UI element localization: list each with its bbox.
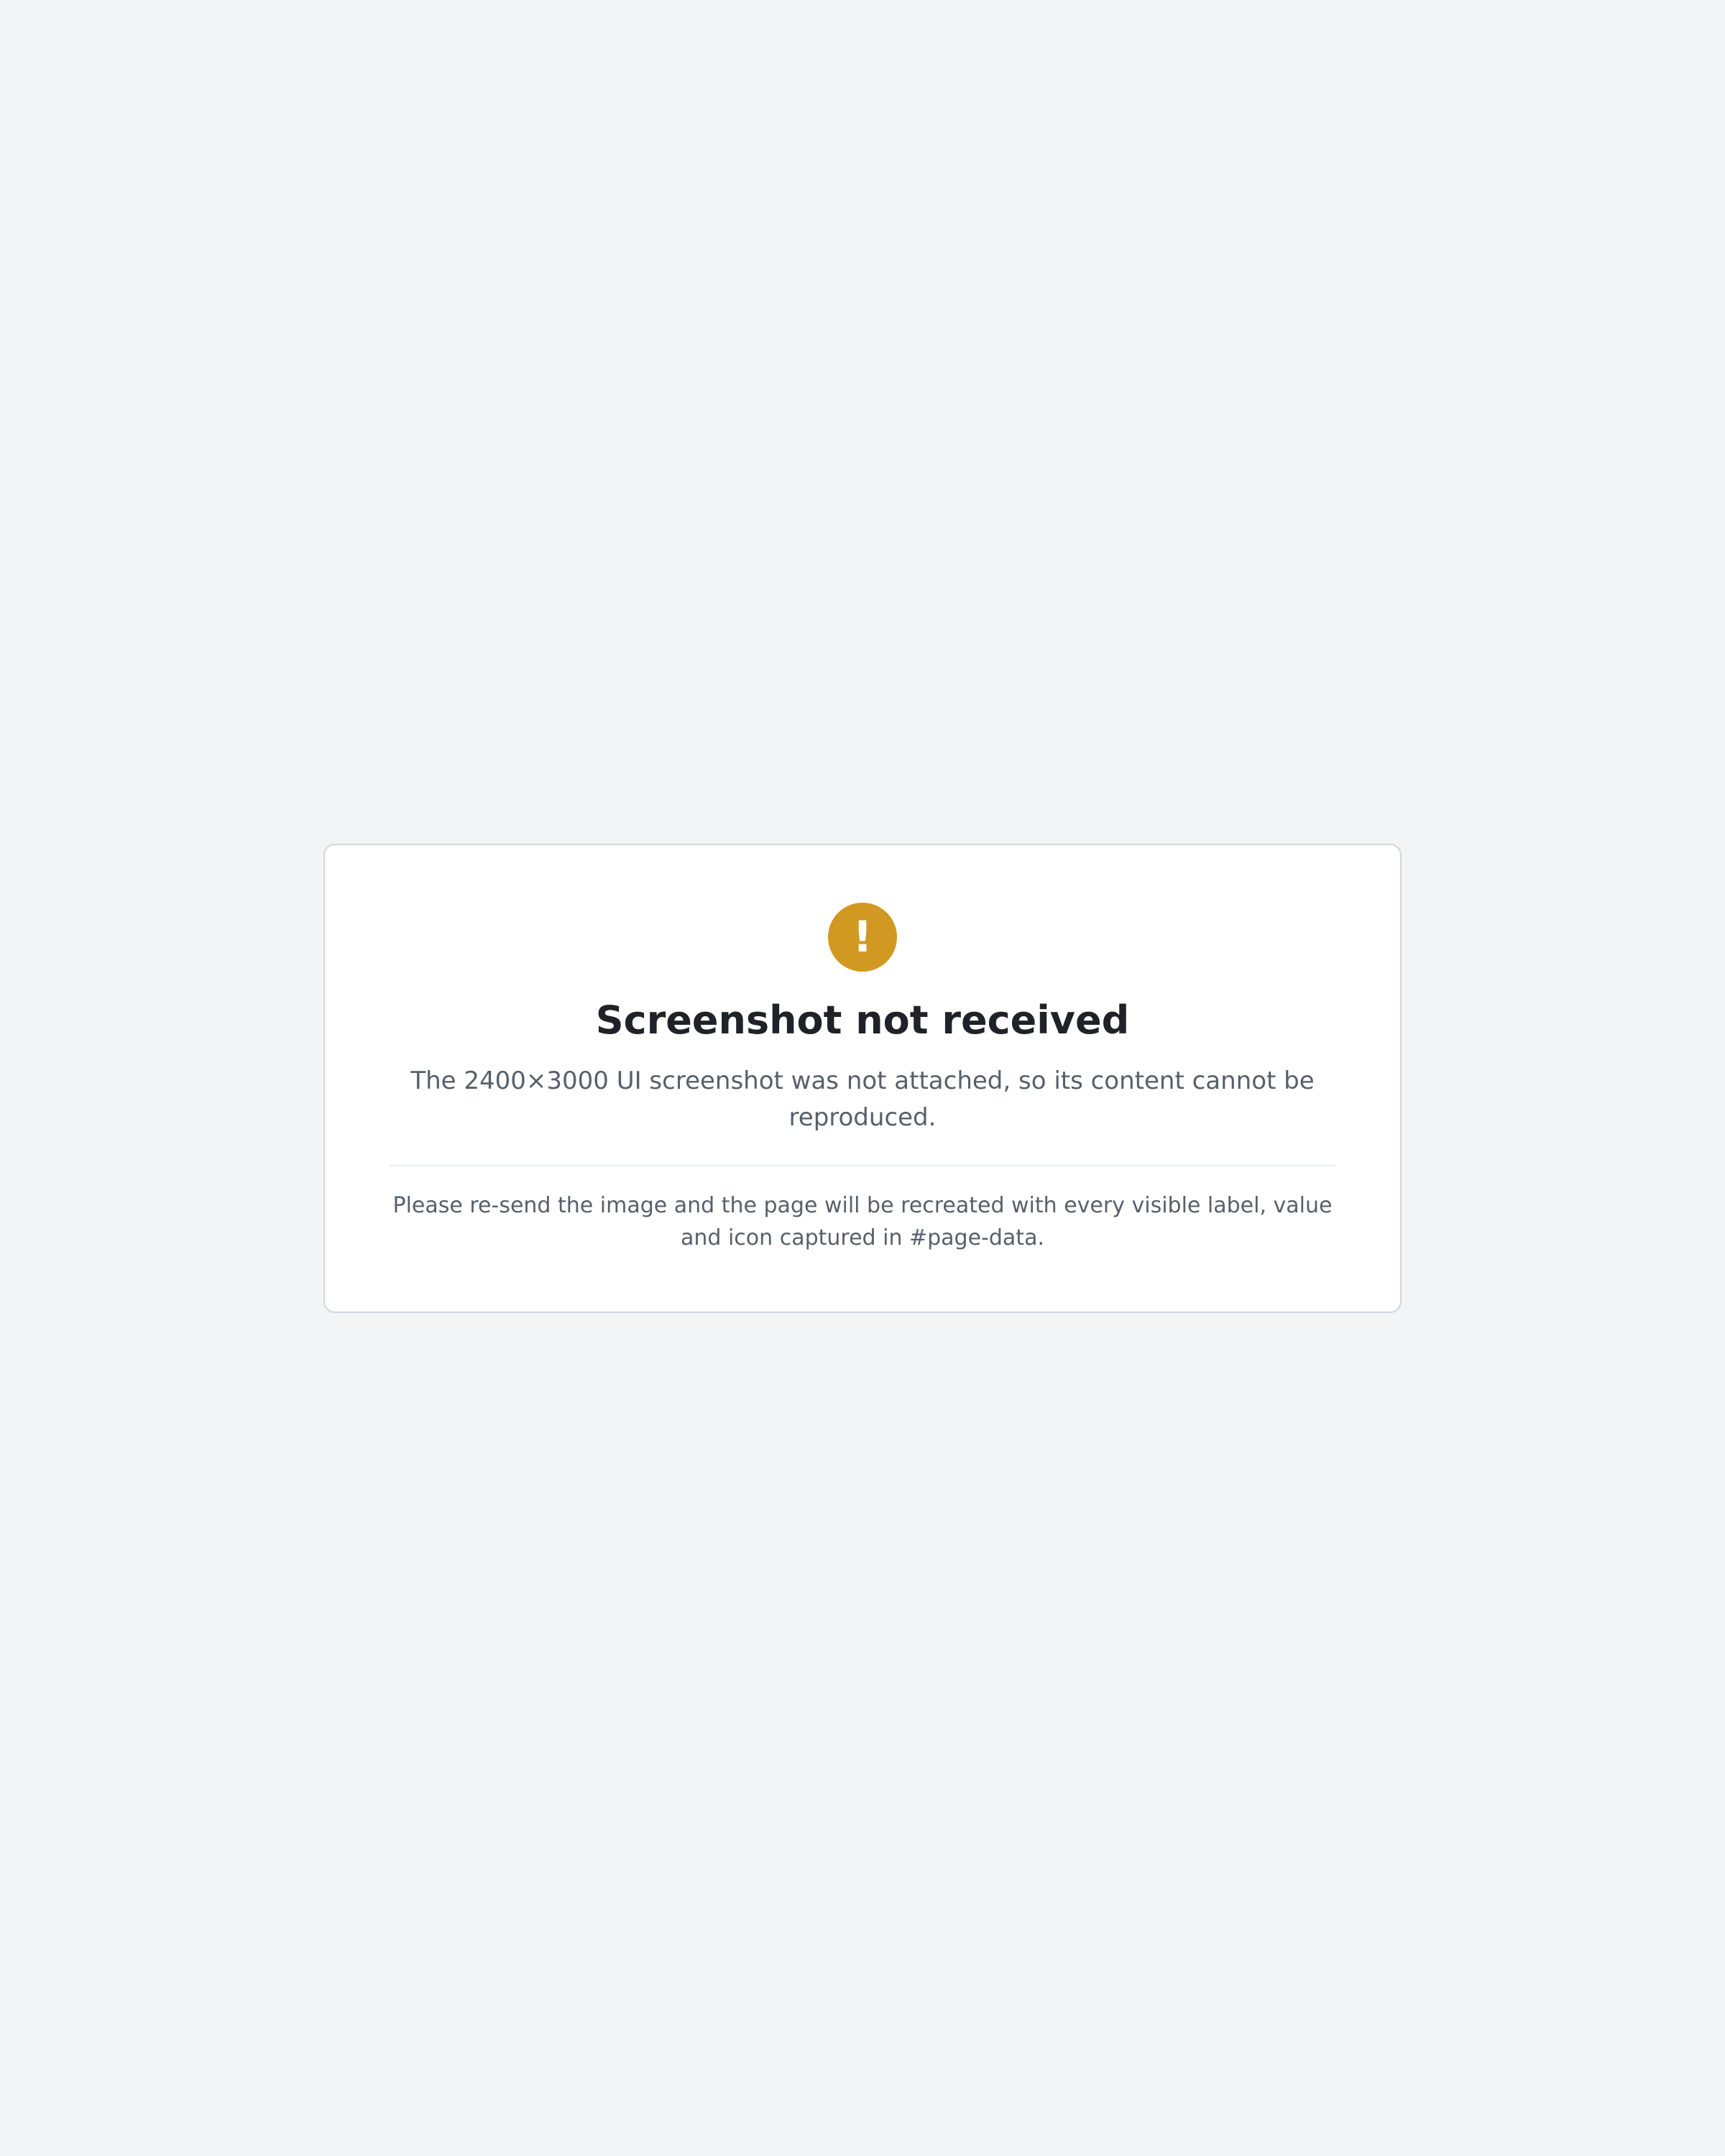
missing-image-notice [323,844,1402,1313]
notice-hint: Please re-send the image and the page will be recreated with every visible label, value and icon captured in #page-data. [390,1165,1335,1254]
warning-icon: ! [828,903,897,972]
notice-title: Screenshot not received [595,997,1130,1043]
notice-message: The 2400×3000 UI screenshot was not attached, so its content cannot be reproduced. [410,1066,1315,1132]
